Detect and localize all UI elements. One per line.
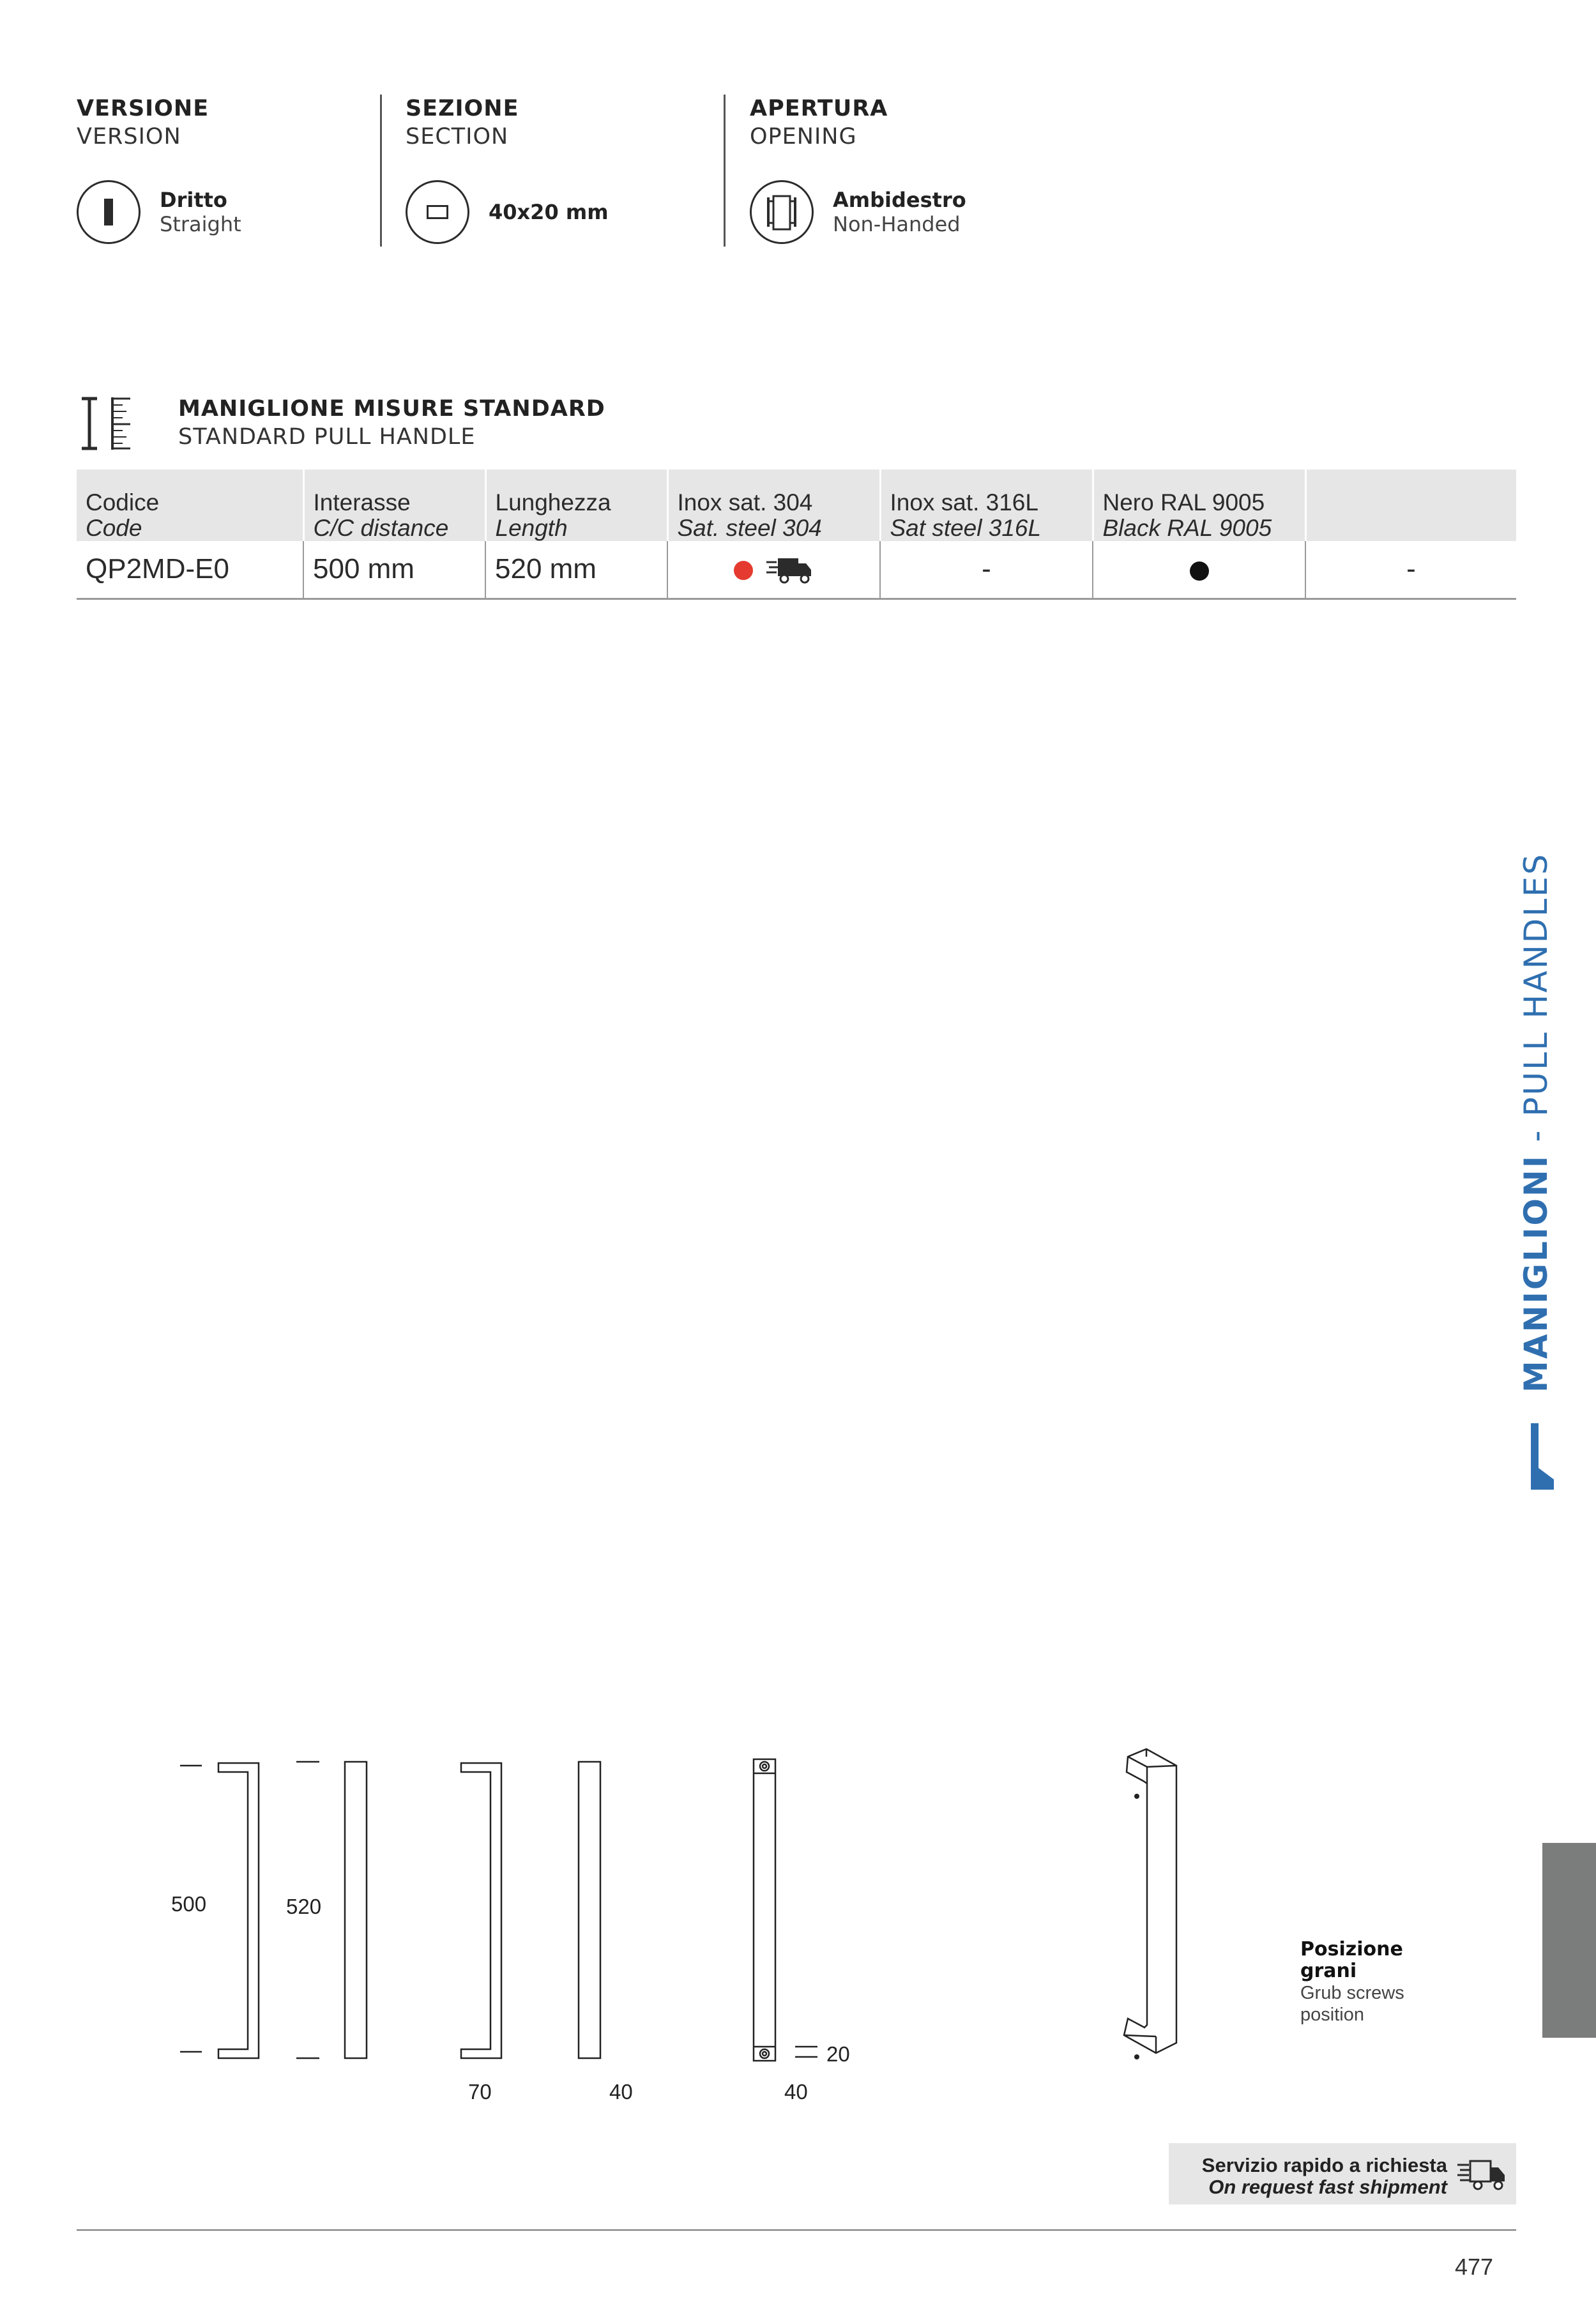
spec-opening-value-en: Non-Handed <box>833 212 961 236</box>
spec-version <box>77 96 209 149</box>
section-title: MANIGLIONE MISURE STANDARD <box>178 396 605 422</box>
header-cc-distance: Interasse C/C distance <box>303 470 485 541</box>
spec-opening-value-row <box>750 180 966 244</box>
non-handed-door-icon <box>750 180 814 244</box>
pull-handle-measure-icon <box>77 396 134 454</box>
header-black: Nero RAL 9005 Black RAL 9005 <box>1093 470 1305 541</box>
side-category-label: MANIGLIONI - PULL HANDLES <box>1517 852 1554 1393</box>
technical-drawing <box>160 1744 1245 2076</box>
header-length: Lunghezza Length <box>485 470 667 541</box>
dim-width-front: 40 <box>609 2080 633 2104</box>
dim-cc-distance: 500 <box>171 1892 207 1916</box>
cell-cc-distance: 500 mm <box>303 541 485 599</box>
rectangle-section-icon <box>406 180 469 244</box>
header-code: Codice Code <box>77 470 303 541</box>
side-category-bold: MANIGLIONI <box>1517 1154 1554 1393</box>
spec-divider <box>380 95 382 247</box>
table-header-row <box>77 470 1516 541</box>
spec-opening-title: APERTURA <box>750 96 888 121</box>
cell-steel-316: - <box>880 541 1093 599</box>
spec-version-subtitle: VERSION <box>77 124 181 149</box>
cell-steel-304 <box>667 541 880 599</box>
spec-version-value-it: Dritto <box>160 188 227 212</box>
spec-opening-subtitle: OPENING <box>750 124 857 149</box>
cell-black <box>1093 541 1305 599</box>
spec-version-title: VERSIONE <box>77 96 209 121</box>
spec-version-value-en: Straight <box>160 212 241 236</box>
dim-length: 520 <box>286 1895 322 1918</box>
cell-length: 520 mm <box>485 541 667 599</box>
spec-divider <box>724 95 726 247</box>
dim-width-screws: 40 <box>784 2080 808 2104</box>
fast-shipment-box <box>1169 2143 1516 2204</box>
fast-shipment-truck-icon <box>765 556 814 585</box>
side-category-light: PULL HANDLES <box>1517 852 1554 1117</box>
page-number: 477 <box>1455 2254 1494 2280</box>
cell-code: QP2MD-E0 <box>77 541 303 599</box>
section-subtitle: STANDARD PULL HANDLE <box>178 424 476 450</box>
spec-section <box>406 96 519 149</box>
header-steel-316: Inox sat. 316L Sat steel 316L <box>880 470 1093 541</box>
header-steel-304: Inox sat. 304 Sat. steel 304 <box>667 470 880 541</box>
availability-dot <box>734 561 753 580</box>
cell-extra: - <box>1305 541 1516 599</box>
grub-screws-caption: Posizione grani Grub screws position <box>1300 1938 1404 2025</box>
fast-shipment-en: On request fast shipment <box>1208 2176 1447 2198</box>
product-table <box>77 470 1516 600</box>
handle-logo-icon <box>1528 1423 1558 1493</box>
spec-opening <box>750 96 888 149</box>
spec-section-value: 40x20 mm <box>489 200 609 224</box>
section-header <box>178 396 605 450</box>
fast-shipment-truck-icon <box>1456 2158 1507 2192</box>
header-extra <box>1305 470 1516 541</box>
spec-section-value-row <box>406 180 609 244</box>
fast-shipment-it: Servizio rapido a richiesta <box>1201 2154 1447 2176</box>
spec-section-title: SEZIONE <box>406 96 519 121</box>
page-tab <box>1542 1843 1596 2038</box>
spec-opening-value-it: Ambidestro <box>833 188 966 212</box>
dim-screw-offset: 20 <box>826 2042 850 2066</box>
table-row <box>77 541 1516 599</box>
spec-version-value-row <box>77 180 241 244</box>
spec-section-subtitle: SECTION <box>406 124 509 149</box>
availability-dot <box>1190 561 1209 581</box>
straight-handle-icon <box>77 180 141 244</box>
dim-depth: 70 <box>468 2080 492 2104</box>
footer-divider <box>77 2229 1516 2231</box>
